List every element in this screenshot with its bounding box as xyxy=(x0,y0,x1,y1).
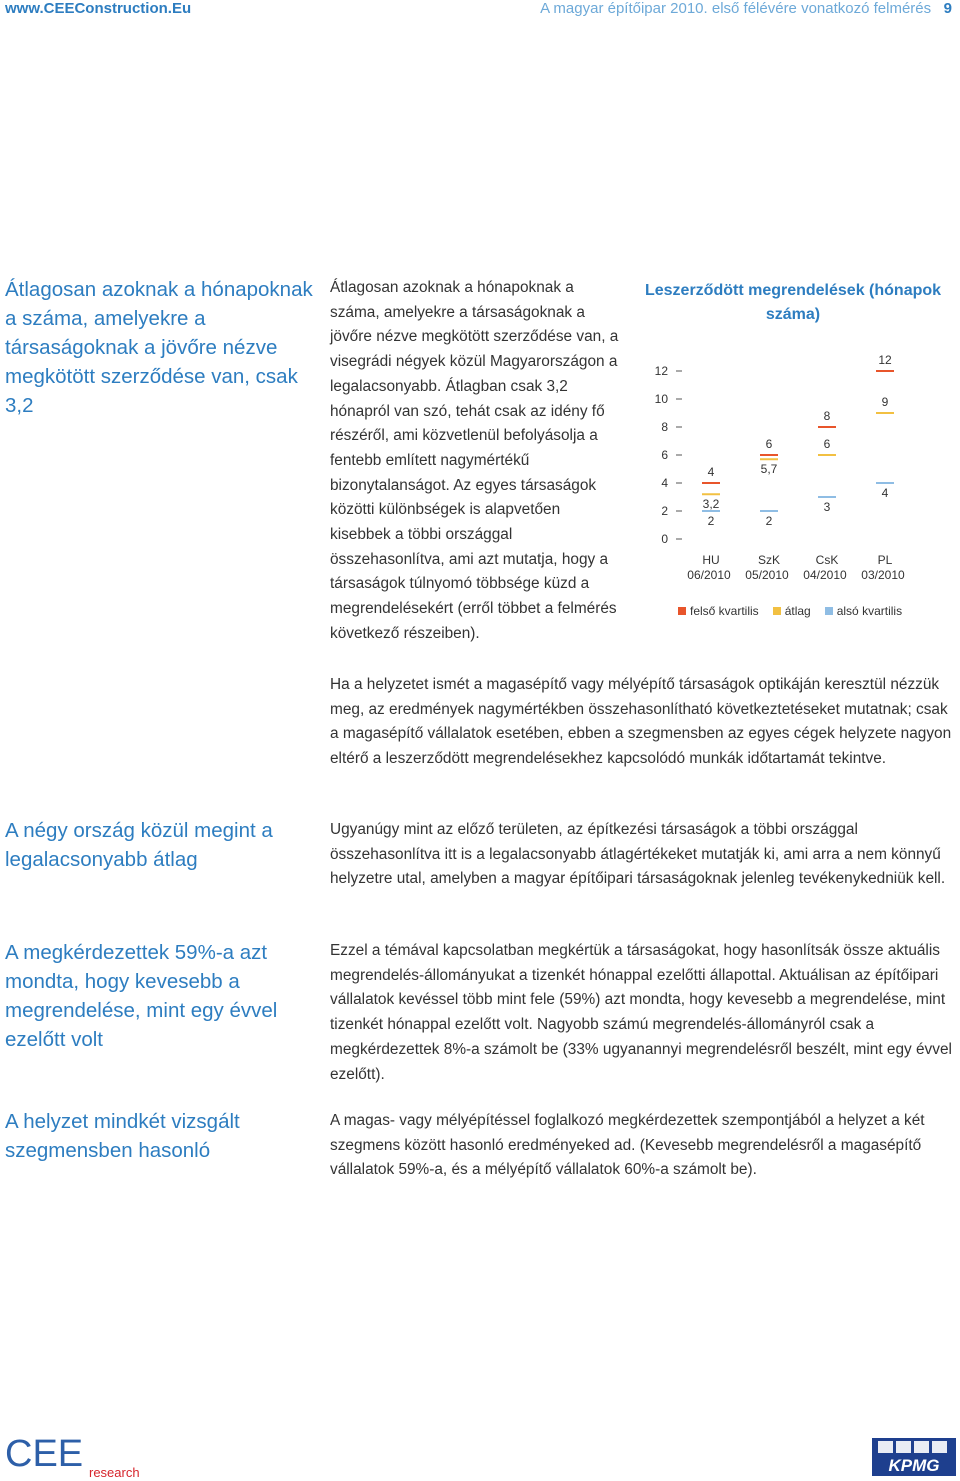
legend-label-upper: felső kvartilis xyxy=(690,604,759,618)
kpmg-logo[interactable] xyxy=(872,1438,956,1476)
data-label: 4 xyxy=(881,486,889,500)
chart-plot xyxy=(640,275,958,595)
x-tick-label-date: 05/2010 xyxy=(745,568,789,582)
data-label: 3,2 xyxy=(702,497,720,512)
data-label: 9 xyxy=(881,395,889,409)
legend-swatch-lower xyxy=(825,607,833,615)
data-label: 12 xyxy=(878,353,892,367)
kpmg-logo-text: KPMG xyxy=(888,1456,940,1475)
data-label: 6 xyxy=(823,437,831,451)
cee-logo-subtext: research xyxy=(89,1465,140,1478)
paragraph-2: Ha a helyzetet ismét a magasépítő vagy mélyépítő társaságok optikáján keresztül nézzük meg, az eredmények nagymértékben összehasonlítható következtetéseket mutatnak; csak a magasépítő vállalatok esetében, ebben a szegmensben az egyes cégek helyzete nagyon eltérő a leszerződött megrendelésekhez kapcsolódó munkák időtartamát tekintve. xyxy=(330,676,952,768)
legend-item-avg xyxy=(773,604,811,618)
side-note-4: A helyzet mindkét vizsgált szegmensben hasonló xyxy=(5,1110,240,1162)
legend-item-lower xyxy=(825,604,902,618)
side-note-3: A megkérdezettek 59%-a azt mondta, hogy kevesebb a megrendelése, mint egy évvel ezelőtt volt xyxy=(5,941,278,1051)
legend-swatch-upper xyxy=(678,607,686,615)
cee-research-logo[interactable] xyxy=(5,1432,145,1478)
legend-item-upper xyxy=(678,604,759,618)
x-tick-label-country: CsK xyxy=(815,553,839,567)
y-tick-label: 10 xyxy=(654,392,668,406)
orders-chart xyxy=(640,275,958,635)
paragraph-1: Átlagosan azoknak a hónapoknak a száma, amelyekre a társaságoknak a jövőre nézve megkötött szerződése van, a visegrádi négyek közül Magyarországon a legalacsonyabb. Átlagban csak 3,2 hónapról van szó, tehát csak az idény fő részéről, ami közvetlenül befolyásolja a fentebb említett nagymértékű bizonytalanságot. Az egyes társaságok közötti különbségek is alapvetően kisebbek a többi országgal összehasonlítva, ami azt mutatja, hogy a társaságok túlnyomó többsége küzd a megrendelésekért (erről többet a felmérés következő részeiben). xyxy=(330,279,619,642)
page-number: 9 xyxy=(943,0,952,17)
x-tick-label-date: 06/2010 xyxy=(687,568,731,582)
paragraph-4: Ezzel a témával kapcsolatban megkértük a társaságokat, hogy hasonlítsák össze aktuális megrendelés-állományukat a tizenkét hónappal ezelőtti állapottal. Aktuálisan az építőipari vállalatok kevéssel több mint fele (59%) azt mondta, hogy kevesebb a megrendelése, mint tizenkét hónappal ezelőtt volt. Nagyobb számú megrendelés-állományról csak a megkérdezettek 8%-a számolt be (33% ugyanannyi megrendelésről beszélt, mint egy évvel ezelőtt). xyxy=(330,942,952,1083)
x-tick-label-date: 04/2010 xyxy=(803,568,847,582)
y-tick-label: 8 xyxy=(661,420,668,434)
y-tick-label: 6 xyxy=(661,448,668,462)
y-tick-label: 12 xyxy=(654,364,668,378)
x-tick-label-date: 03/2010 xyxy=(861,568,905,582)
data-label: 2 xyxy=(707,514,715,528)
paragraph-3: Ugyanúgy mint az előző területen, az építkezési társaságok a többi országgal összehasonlítva itt is a legalacsonyabb átlagértékeket mutatják ki, ami arra a nem könnyű helyzetre utal, amelyben a magyar építőipari társaságoknak jelenleg tevékenykedniük kell. xyxy=(330,821,946,888)
chart-legend xyxy=(678,604,902,618)
paragraph-5: A magas- vagy mélyépítéssel foglalkozó megkérdezettek szempontjából a helyzet a két szegmens között hasonló eredményeked ad. (Kevesebb megrendelésről a magasépítő vállalatok 59%-a, és a mélyépítő vállalatok 60%-a számolt be). xyxy=(330,1112,925,1179)
x-tick-label-country: SzK xyxy=(757,553,781,567)
site-url[interactable]: www.CEEConstruction.Eu xyxy=(5,0,192,17)
data-label: 5,7 xyxy=(760,462,778,477)
data-label: 6 xyxy=(765,437,773,451)
data-label: 2 xyxy=(765,514,773,528)
side-note-1: Átlagosan azoknak a hónapoknak a száma, amelyekre a társaságoknak a jövőre nézve megkötött szerződése van, csak 3,2 xyxy=(5,278,313,417)
kpmg-logo-mark xyxy=(872,1438,956,1476)
y-tick-label: 2 xyxy=(661,504,668,518)
x-tick-label-country: PL xyxy=(877,553,893,567)
document-title-text: A magyar építőipar 2010. első félévére vonatkozó felmérés xyxy=(540,0,932,17)
data-label: 8 xyxy=(823,409,831,423)
legend-swatch-avg xyxy=(773,607,781,615)
y-tick-label: 4 xyxy=(661,476,668,490)
side-note-2: A négy ország közül megint a legalacsonyabb átlag xyxy=(5,819,273,871)
data-label: 3 xyxy=(823,500,831,514)
legend-label-lower: alsó kvartilis xyxy=(836,604,903,618)
document-title xyxy=(540,0,952,17)
x-tick-label-country: HU xyxy=(702,553,720,567)
y-tick-label: 0 xyxy=(661,532,668,546)
legend-label-avg: átlag xyxy=(784,604,811,618)
chart-title: Leszerződött megrendelések (hónapok száma) xyxy=(644,282,942,323)
data-label: 4 xyxy=(707,465,715,479)
cee-logo-text: CEE xyxy=(5,1433,84,1475)
